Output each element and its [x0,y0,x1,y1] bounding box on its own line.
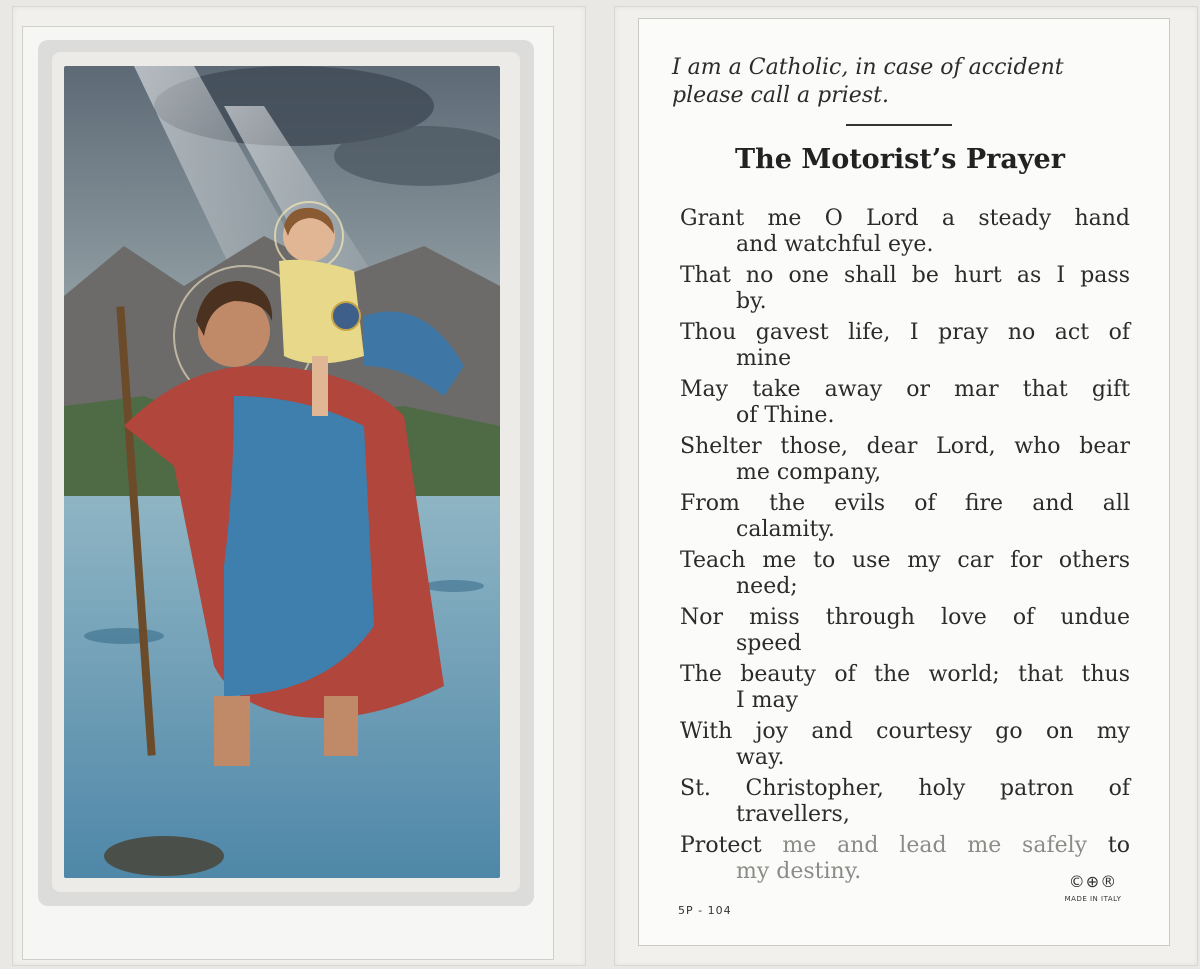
header-divider [846,124,952,126]
prayer-line-continued: me company, [736,460,882,485]
prayer-stanza [680,662,1130,714]
prayer-stanza [680,206,1130,258]
prayer-line: With joy and courtesy go on my [680,719,1130,744]
prayer-line: Nor miss through love of undue [680,605,1130,630]
prayer-text [680,206,1130,890]
prayer-line-continued: and watchful eye. [736,232,934,257]
prayer-line-continued: travellers, [736,802,850,827]
prayer-line-continued: need; [736,574,798,599]
prayer-line-faded [680,833,1130,859]
prayer-line-continued: speed [736,631,802,656]
prayer-stanza [680,719,1130,771]
prayer-line-continued: way. [736,745,785,770]
header-line-1: I am a Catholic, in case of accident [672,55,1064,80]
prayer-stanza [680,605,1130,657]
origin-label: MADE IN ITALY [1064,895,1122,903]
publisher-mark [1058,872,1128,903]
card-header [672,54,1132,110]
prayer-line-continued: my destiny. [736,859,862,884]
prayer-line-continued: I may [736,688,799,713]
prayer-line-continued: mine [736,346,792,371]
prayer-line: Thou gavest life, I pray no act of [680,320,1130,345]
prayer-line: From the evils of fire and all [680,491,1130,516]
prayer-line-continued: of Thine. [736,403,835,428]
prayer-line-continued: by. [736,289,767,314]
catalog-code: 5P - 104 [678,904,732,917]
prayer-stanza [680,434,1130,486]
prayer-stanza [680,263,1130,315]
prayer-line: The beauty of the world; that thus [680,662,1130,687]
prayer-line: St. Christopher, holy patron of [680,776,1130,801]
prayer-stanza [680,320,1130,372]
prayer-stanza [680,491,1130,543]
publisher-logo-icon: ©⊕® [1068,872,1118,891]
prayer-stanza [680,548,1130,600]
prayer-line: Teach me to use my car for others [680,548,1130,573]
prayer-stanza [680,377,1130,429]
saint-carrying-child-image [64,66,500,878]
prayer-word: to [1107,833,1130,858]
prayer-line-continued: calamity. [736,517,835,542]
prayer-line: Shelter those, dear Lord, who bear [680,434,1130,459]
prayer-line: That no one shall be hurt as I pass [680,263,1130,288]
prayer-line: Grant me O Lord a steady hand [680,206,1130,231]
prayer-line: May take away or mar that gift [680,377,1130,402]
prayer-faded-words: me and lead me safely [761,833,1108,858]
prayer-word: Protect [680,833,762,858]
header-line-2: please call a priest. [672,83,889,108]
prayer-stanza [680,776,1130,828]
prayer-title: The Motorist’s Prayer [735,144,1065,175]
